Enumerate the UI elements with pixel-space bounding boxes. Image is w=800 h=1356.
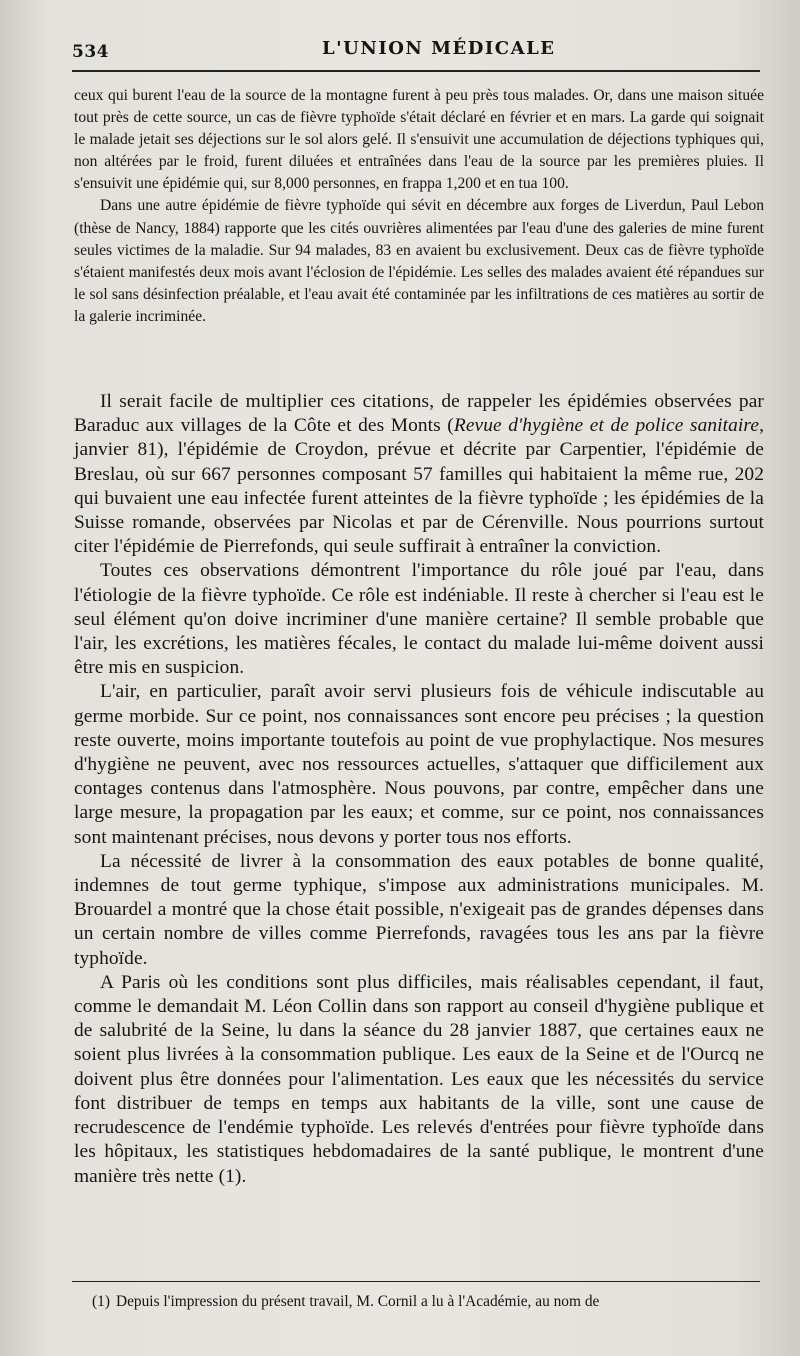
main-text-block xyxy=(74,390,764,1189)
paragraph-1-text-b: , janvier 81), l'épidémie de Croydon, prévue et décrite par Carpentier, l'épidémie de Breslau, où sur 667 personnes composant 57 familles qui habitaient la même rue, 202 qui buvaient une eau infectée furent atteintes de la fièvre typhoïde ; les épidémies de la Suisse romande, observées par Nicolas et par de Cérenville. Nous pourrions surtout citer l'épidémie de Pierrefonds, qui seule suffirait à entraîner la conviction. xyxy=(74,415,765,558)
body-paragraph-3: L'air, en particulier, paraît avoir servi plusieurs fois de véhicule indiscutable au germe morbide. Sur ce point, nos connaissances sont encore peu précises ; la question reste ouverte, moins importante toutefois au point de vue prophylactique. Nos mesures d'hygiène ne peuvent, avec nos ressources actuelles, s'attaquer que difficilement aux contages contenus dans l'atmosphère. Nous pouvons, par contre, empêcher dans une large mesure, la propagation par les eaux; et comme, sur ce point, nos connaissances sont maintenant précises, nous devons y porter tous nos efforts. xyxy=(74,681,764,848)
page-header xyxy=(72,38,764,68)
body-paragraph-4: La nécessité de livrer à la consommation des eaux potables de bonne qualité, indemnes de tout germe typhique, s'impose aux administrations municipales. M. Brouardel a montré que la chose était possible, n'exigeait pas de grandes dépenses dans un certain nombre de villes comme Pierrefonds, ravagées tous les ans par la fièvre typhoïde. xyxy=(74,850,764,969)
paragraph-1-text-a: Il serait facile de multiplier ces citations, de rappeler les épidémies observées par Baraduc aux villages de la Côte et des Monts ( xyxy=(74,391,764,437)
body-paragraph-5: A Paris où les conditions sont plus difficiles, mais réalisables cependant, il faut, comme le demandait M. Léon Collin dans son rapport au conseil d'hygiène publique et de salubrité de la Seine, lu dans la séance du 28 janvier 1887, que certaines eaux ne soient plus livrées à la consommation publique. Les eaux de la Seine et de l'Ourcq ne doivent plus être données pour l'alimentation. Les eaux que les nécessités du service font distribuer de temps en temps aux habitants de la ville, sont une cause de recrudescence de l'endémie typhoïde. Les relevés d'entrées pour fièvre typhoïde dans les hôpitaux, les statistiques hebdomadaires de la santé publique, le montrent d'une manière très nette (1). xyxy=(74,971,764,1187)
page-number: 534 xyxy=(72,42,109,62)
footnote xyxy=(92,1292,764,1312)
journal-citation: Revue d'hygiène et de police sanitaire xyxy=(453,415,760,437)
footnote-rule xyxy=(72,1281,760,1282)
footnote-mark: (1) xyxy=(92,1293,110,1310)
footnote-text: Depuis l'impression du présent travail, M. Cornil a lu à l'Académie, au nom de xyxy=(115,1293,600,1310)
small-print-block xyxy=(74,85,764,328)
header-rule xyxy=(72,70,760,72)
body-paragraph-1 xyxy=(74,390,764,559)
small-paragraph-1: ceux qui burent l'eau de la source de la montagne furent à peu près tous malades. Or, dans une maison située tout près de cette source, un cas de fièvre typhoïde s'était déclaré en février et en mars. La garde qui soignait le malade jetait ses déjections sur le sol alors gelé. Il s'ensuivit une accumulation de déjections typhiques qui, non altérées par le froid, furent diluées et entraînées dans l'eau de la source par les premières pluies. Il s'ensuivit une épidémie qui, sur 8,000 personnes, en frappa 1,200 et en tua 100. xyxy=(74,87,764,193)
journal-title: L'UNION MÉDICALE xyxy=(322,38,556,59)
body-paragraph-2: Toutes ces observations démontrent l'importance du rôle joué par l'eau, dans l'étiologie de la fièvre typhoïde. Ce rôle est indéniable. Il reste à chercher si l'eau est le seul élément qu'on doive incriminer d'une manière certaine? Il semble probable que l'air, les excrétions, les matières fécales, le contact du malade lui-même doivent aussi être mis en suspicion. xyxy=(74,560,764,679)
small-paragraph-2: Dans une autre épidémie de fièvre typhoïde qui sévit en décembre aux forges de Liverdun, Paul Lebon (thèse de Nancy, 1884) rapporte que les cités ouvrières alimentées par l'eau d'une des galeries de mine furent seules victimes de la maladie. Sur 94 malades, 83 en avaient bu exclusivement. Deux cas de fièvre typhoïde s'étaient manifestés deux mois avant l'éclosion de l'épidémie. Les selles des malades avaient été répandues sur le sol sans désinfection préalable, et l'eau avait été contaminée par les infiltrations de ces matières au sortir de la galerie incriminée. xyxy=(74,197,764,325)
